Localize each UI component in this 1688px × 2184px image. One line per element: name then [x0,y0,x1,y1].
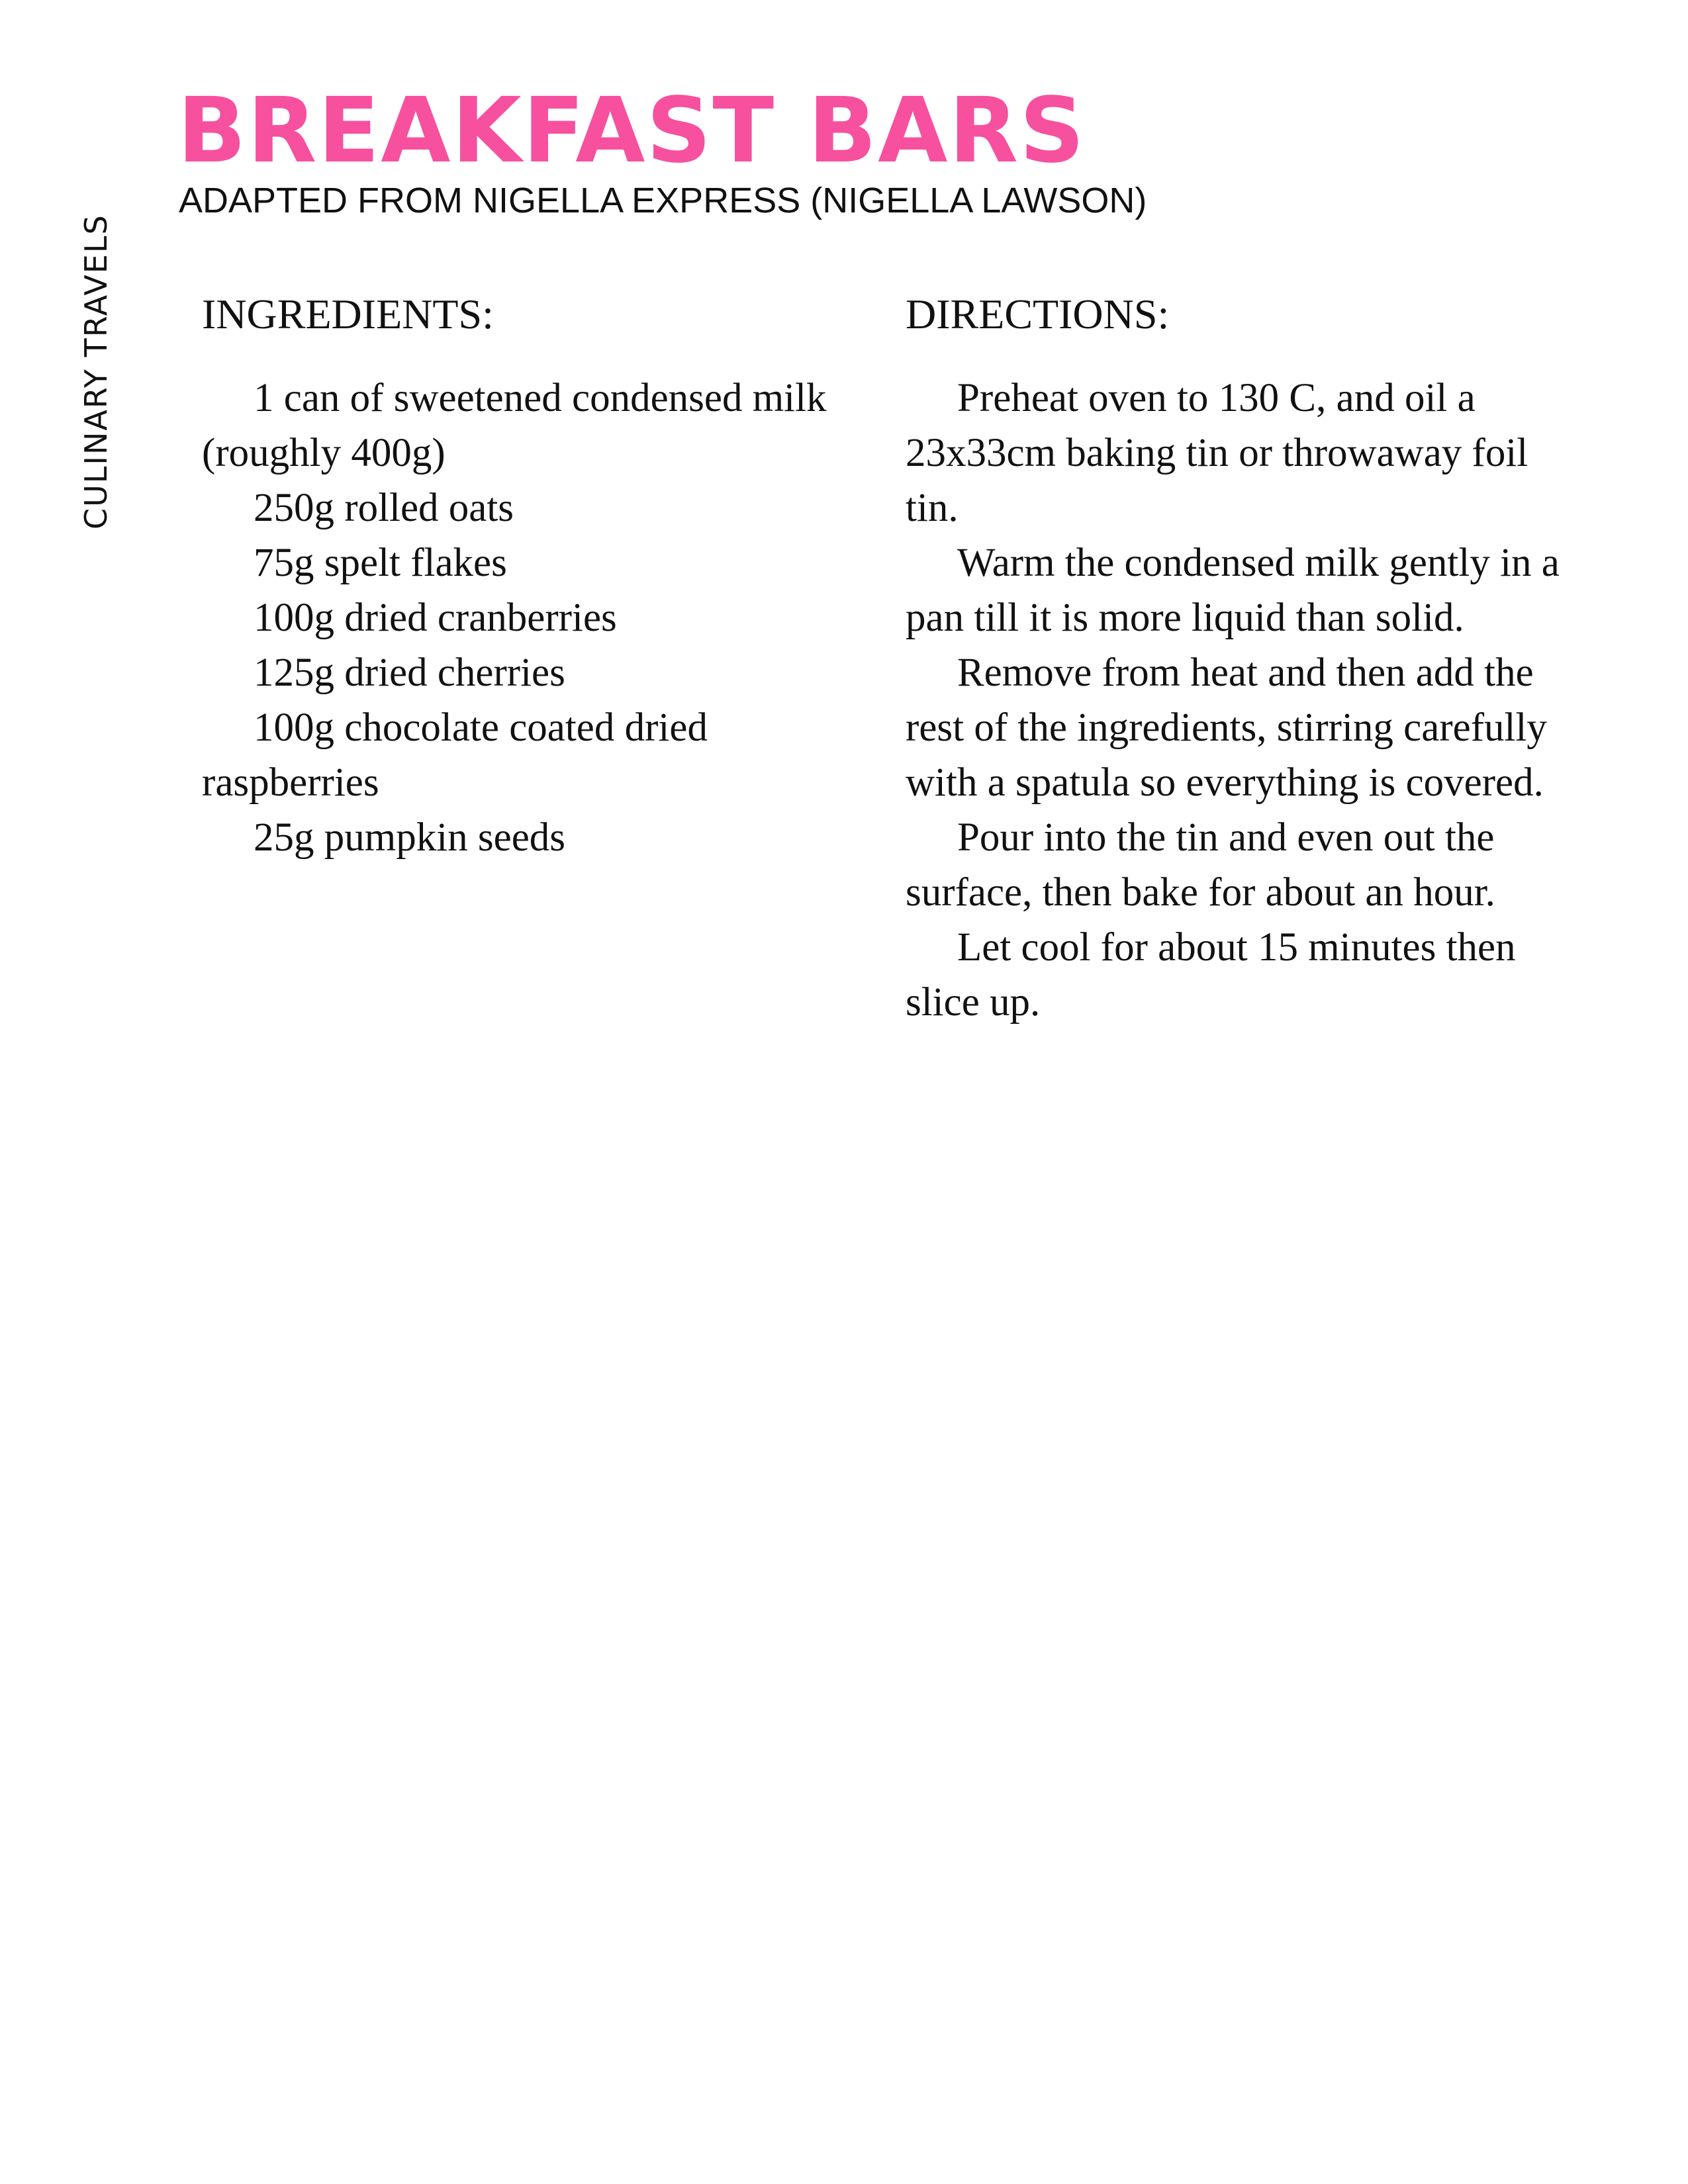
ingredient-item: 25g pumpkin seeds [254,815,566,860]
ingredient-item: 75g spelt flakes [254,541,507,585]
directions-section [906,285,1574,1030]
ingredient-item: 1 can of sweetened condensed milk (roughly 400g) [202,376,827,475]
direction-step: Warm the condensed milk gently in a pan till it is more liquid than solid. [906,541,1560,640]
side-label: CULINARY TRAVELS [78,214,114,529]
ingredient-item: 125g dried cherries [254,651,565,695]
directions-list [906,371,1574,1030]
direction-step: Pour into the tin and even out the surface, then bake for about an hour. [906,815,1495,915]
direction-step: Remove from heat and then add the rest of the ingredients, stirring carefully with a spatula so everything is covered. [906,651,1547,805]
recipe-title: BREAKFAST BARS [177,79,1086,183]
directions-heading: DIRECTIONS: [906,291,1170,338]
ingredient-item: 100g chocolate coated dried raspberries [202,705,708,805]
ingredient-item: 250g rolled oats [254,486,514,530]
ingredients-heading: INGREDIENTS: [202,291,494,338]
ingredients-list [202,371,837,865]
ingredients-section [202,285,837,865]
ingredient-item: 100g dried cranberries [254,596,617,640]
direction-step: Let cool for about 15 minutes then slice up. [906,925,1516,1024]
direction-step: Preheat oven to 130 C, and oil a 23x33cm baking tin or throwaway foil tin. [906,376,1528,530]
recipe-subtitle: ADAPTED FROM NIGELLA EXPRESS (NIGELLA LAWSON) [179,181,1147,220]
